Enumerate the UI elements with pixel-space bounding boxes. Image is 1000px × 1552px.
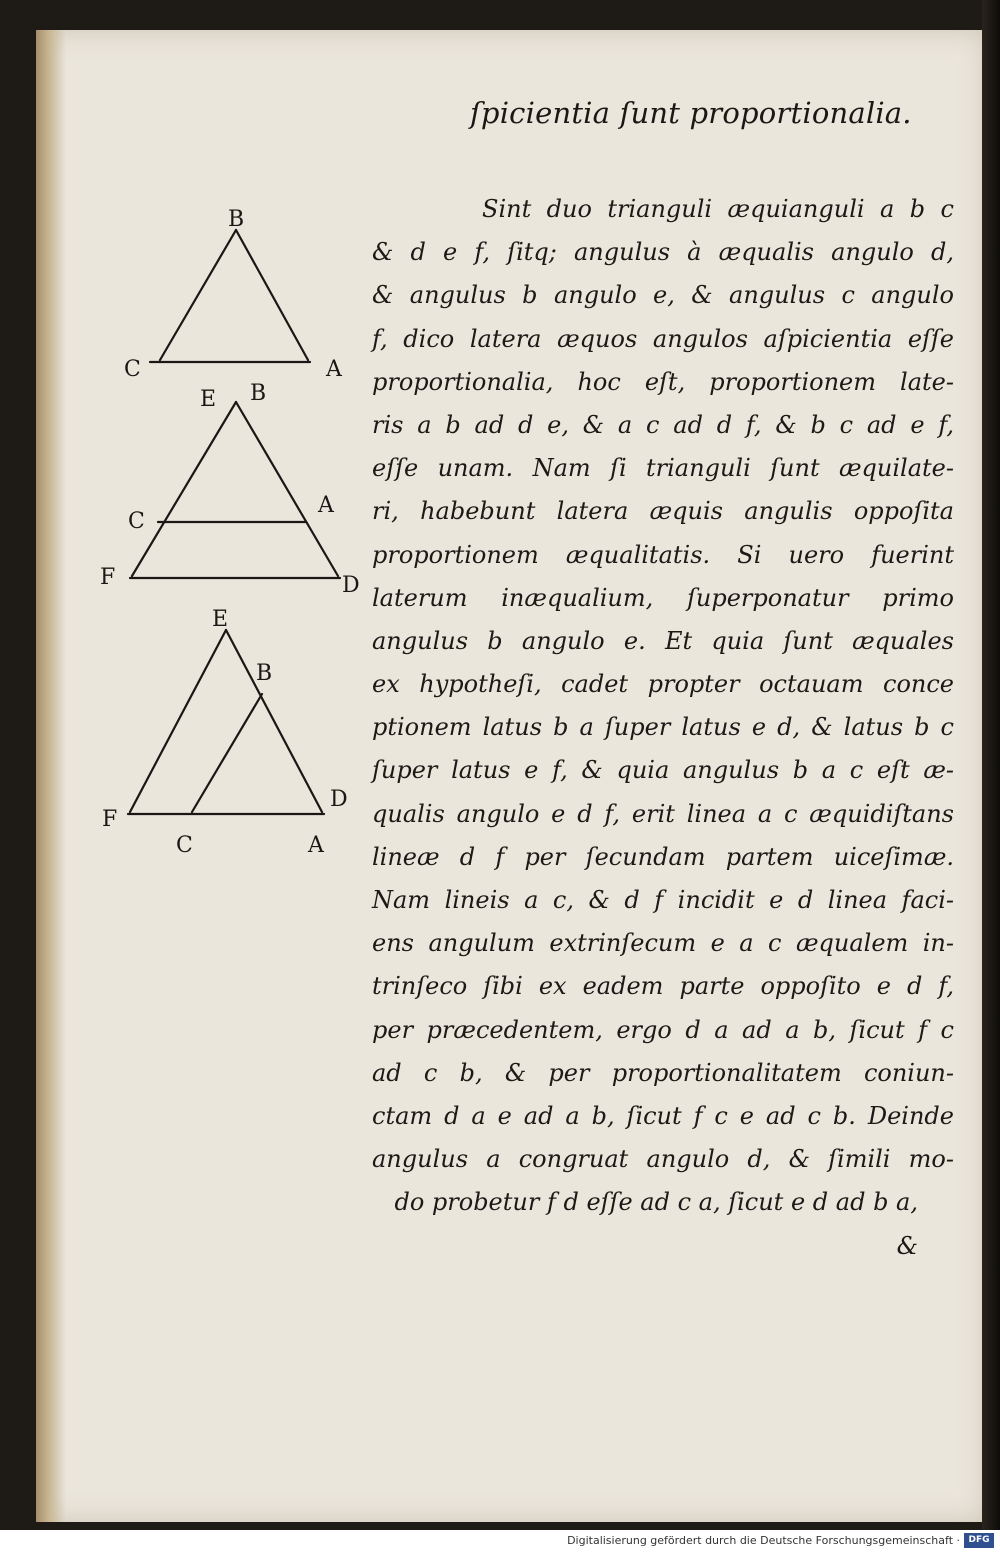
vertex-label: E — [200, 387, 217, 412]
figure-line — [160, 230, 236, 360]
text-line: eſſe unam. Nam ſi trianguli ſunt æquilate- — [372, 454, 954, 483]
figure-line — [130, 630, 226, 812]
vertex-label: C — [128, 509, 145, 534]
text-line: f, dico latera æquos angulos aſpicientia eſſe — [372, 324, 954, 353]
text-line: angulus b angulo e. Et quia ſunt æquales — [372, 626, 954, 655]
vertex-label: A — [318, 493, 334, 518]
vertex-label: B — [256, 661, 273, 686]
text-line: & d e f, ſitq; angulus à æqualis angulo d, — [372, 238, 954, 267]
digitization-credit: Digitalisierung gefördert durch die Deutsche Forschungsgemeinschaft · — [567, 1534, 960, 1547]
text-line: per præcedentem, ergo d a ad a b, ſicut f c — [372, 1015, 954, 1044]
text-line: ex hypotheſi, cadet propter octauam conce — [372, 670, 954, 699]
triangle-figure-1 — [124, 207, 343, 382]
dfg-logo: DFG — [964, 1533, 994, 1548]
figure-line — [132, 402, 236, 576]
text-line: ens angulum extrinſecum e a c æqualem in- — [372, 929, 954, 958]
text-line: ſuper latus e f, & quia angulus b a c eſt æ- — [372, 756, 954, 785]
text-line: trinſeco ſibi ex eadem parte oppoſito e d f, — [372, 972, 954, 1001]
text-line: qualis angulo e d f, erit linea a c æquidiſtans — [372, 799, 954, 828]
vertex-label: C — [176, 833, 193, 858]
triangle-figure-2 — [100, 381, 360, 598]
vertex-label: B — [228, 207, 245, 232]
text-line: ri, habebunt latera æquis angulis oppoſita — [372, 497, 954, 526]
text-line: ctam d a e ad a b, ſicut f c e ad c b. Deinde — [372, 1101, 954, 1130]
text-line: lineæ d f per ſecundam partem uiceſimæ. — [372, 842, 954, 871]
text-line: ad c b, & per proportionalitatem coniun- — [372, 1058, 954, 1087]
vertex-label: E — [212, 607, 229, 632]
vertex-label: A — [308, 833, 324, 858]
vertex-label: A — [326, 357, 342, 382]
vertex-label: C — [124, 357, 141, 382]
figure-line — [236, 402, 338, 576]
figure-line — [226, 630, 322, 812]
vertex-label: D — [330, 787, 348, 812]
text-line: proportionalia, hoc eſt, proportionem late- — [372, 367, 954, 396]
vertex-label: F — [100, 565, 116, 590]
text-line: laterum inæqualium, ſuperponatur primo — [372, 583, 954, 612]
text-line: ris a b ad d e, & a c ad d f, & b c ad e f, — [372, 410, 954, 439]
vertex-label: B — [250, 381, 267, 406]
page-heading: ſpicientia ſunt proportionalia. — [470, 96, 912, 130]
catchword: & — [896, 1231, 918, 1260]
text-line: Nam lineis a c, & d f incidit e d linea faci- — [372, 886, 954, 914]
text-line: Sint duo trianguli æquianguli a b c — [482, 195, 954, 223]
text-line: & angulus b angulo e, & angulus c angulo — [372, 281, 954, 310]
text-line: proportionem æqualitatis. Si uero fuerint — [372, 540, 954, 569]
triangle-figure-3 — [102, 607, 348, 858]
figure-line — [236, 230, 308, 360]
vertex-label: F — [102, 807, 118, 832]
figure-line — [192, 694, 262, 812]
vertex-label: D — [342, 573, 360, 598]
text-line: do probetur f d eſſe ad c a, ſicut e d ad b a, — [394, 1188, 918, 1217]
text-line: ptionem latus b a ſuper latus e d, & latus b c — [372, 713, 954, 742]
text-line: angulus a congruat angulo d, & ſimili mo- — [372, 1145, 954, 1174]
